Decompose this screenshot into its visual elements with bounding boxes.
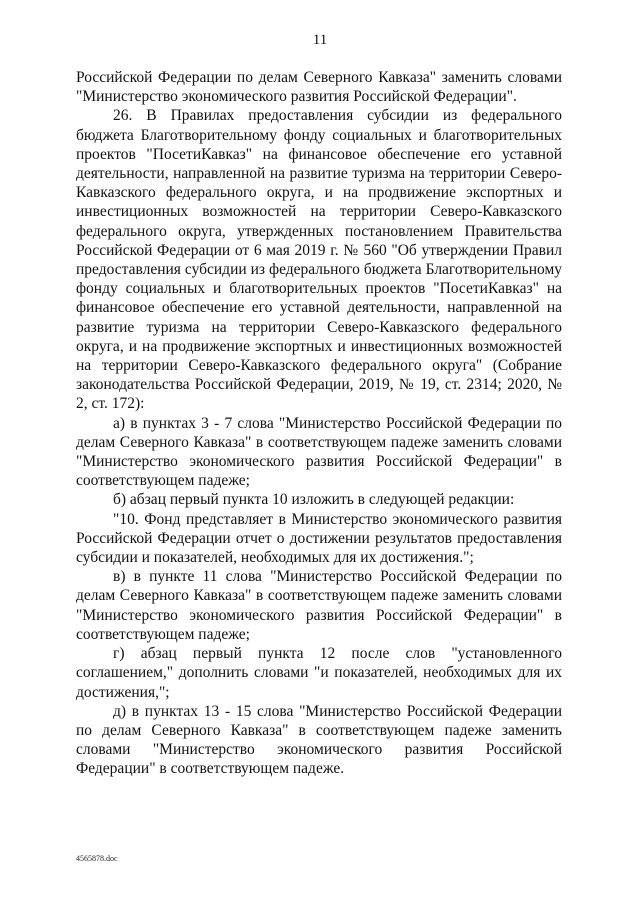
paragraph-subitem-b: б) абзац первый пункта 10 изложить в следующей редакции: [113, 491, 515, 509]
document-body [76, 68, 562, 779]
paragraph-quote-10: "10. Фонд представляет в Министерство экономического развития Российской Федерации отчет о достижении результатов предоставления субсидии и показателей, необходимых для их достижения."; [76, 510, 562, 567]
paragraph-item-26: 26. В Правилах предоставления субсидии из федерального бюджета Благотворительному фонду социальных и благотворительных проектов "ПосетиКавказ" на финансовое обеспечение его уставной деятельности, направленной на развитие туризма на территории Северо-Кавказского федерального округа, и на продвижение экспортных и инвестиционных возможностей на территории Северо-Кавказского федерального округа, утвержденных постановлением Правительства Российской Федерации от 6 мая 2019 г. № 560 "Об утверждении Правил предоставления субсидии из федерального бюджета Благотворительному фонду социальных и благотворительных проектов "ПосетиКавказ" на финансовое обеспечение его уставной деятельности, направленной на развитие туризма на территории Северо-Кавказского федерального округа, и на продвижение экспортных и инвестиционных возможностей на территории Северо-Кавказского федерального округа" (Собрание законодательства Российской Федерации, 2019, № 19, ст. 2314; 2020, № 2, ст. 172): [76, 107, 562, 413]
paragraph-subitem-a: а) в пунктах 3 - 7 слова "Министерство Российской Федерации по делам Северного Кавказа" в соответствующем падеже заменить словами "Министерство экономического развития Российской Федерации" в соответствующем падеже; [76, 414, 562, 490]
paragraph-subitem-d: д) в пунктах 13 - 15 слова "Министерство Российской Федерации по делам Северного Кавказа" в соответствующем падеже заменить словами "Министерство экономического развития Российской Федерации" в соответствующем падеже. [76, 702, 562, 778]
paragraph-subitem-v: в) в пункте 11 слова "Министерство Российской Федерации по делам Северного Кавказа" в соответствующем падеже заменить словами "Министерство экономического развития Российской Федерации" в соответствующем падеже; [76, 568, 562, 643]
paragraph-subitem-g: г) абзац первый пункта 12 после слов "установленного соглашением," дополнить словами "и показателей, необходимых для их достижения,"; [76, 645, 562, 701]
page-number: 11 [312, 32, 328, 48]
paragraph-continuation: Российской Федерации по делам Северного Кавказа" заменить словами "Министерство экономического развития Российской Федерации". [76, 69, 562, 106]
footer-doc-code: 4565878.doc [76, 854, 118, 863]
